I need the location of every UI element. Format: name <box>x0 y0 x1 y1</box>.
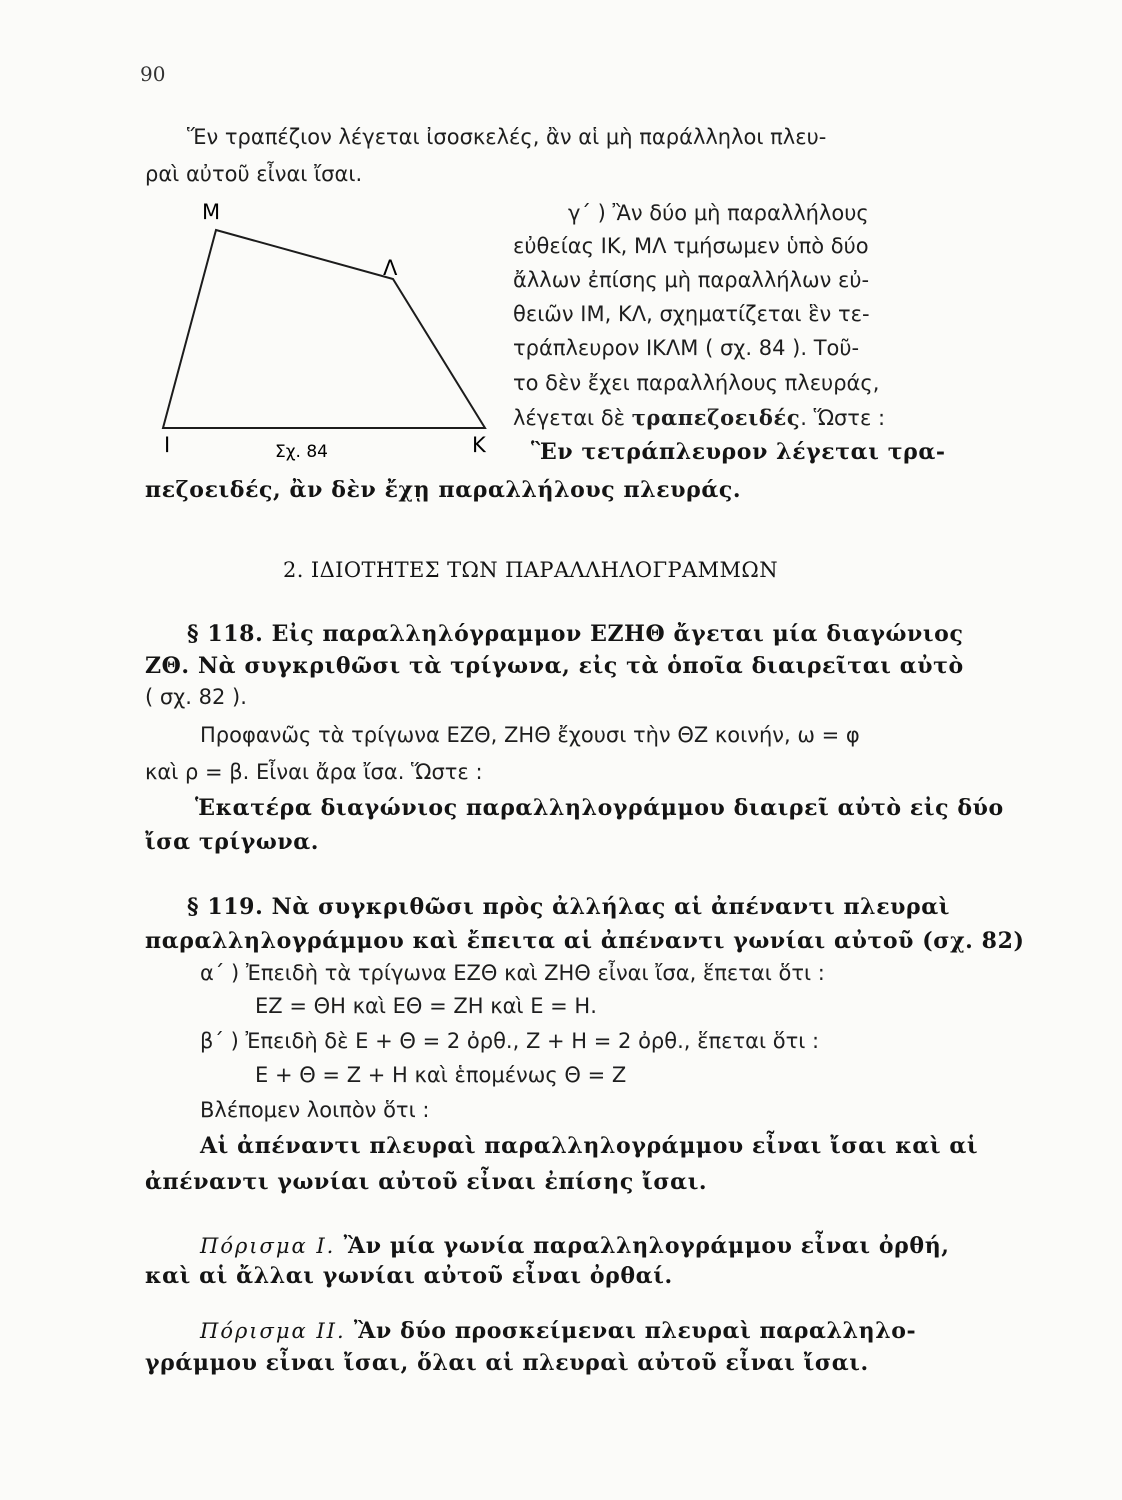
p119-line-3: α΄ ) Ἐπειδὴ τὰ τρίγωνα ΕΖΘ καὶ ΖΗΘ εἶναι ἴσα, ἕπεται ὅτι : <box>200 961 825 985</box>
p118-line-5: καὶ ρ = β. Εἶναι ἄρα ἴσα. Ὥστε : <box>145 760 483 784</box>
p118-line-3: ( σχ. 82 ). <box>145 685 247 709</box>
gamma-line-5: τράπλευρον ΙΚΛΜ ( σχ. 84 ). Τοῦ- <box>513 336 860 360</box>
definition-line-1: Ἓν τετράπλευρον λέγεται τρα- <box>531 439 946 465</box>
p119-line-7: Βλέπομεν λοιπὸν ὅτι : <box>200 1098 430 1122</box>
gamma-line-7-start: λέγεται δὲ <box>513 406 632 430</box>
p118-conclusion-line-1: Ἑκατέρα διαγώνιος παραλληλογράμμου διαιρεῖ αὐτὸ εἰς δύο <box>195 795 1004 821</box>
gamma-line-7 <box>513 407 885 429</box>
vertex-k-label: Κ <box>472 433 486 457</box>
term-trapezoid: τραπεζοειδές <box>631 405 801 430</box>
porisma-1-line-2: καὶ αἱ ἄλλαι γωνίαι αὐτοῦ εἶναι ὀρθαί. <box>145 1263 673 1289</box>
porisma-2-line-1 <box>200 1320 916 1342</box>
p118-line-2: ΖΘ. Νὰ συγκριθῶσι τὰ τρίγωνα, εἰς τὰ ὁποῖα διαιρεῖται αὐτὸ <box>145 653 964 679</box>
page-number: 90 <box>140 62 166 86</box>
porisma-1-text: Ἂν μία γωνία παραλληλογράμμου εἶναι ὀρθή, <box>335 1233 950 1259</box>
porisma-2-line-2: γράμμου εἶναι ἴσαι, ὅλαι αἱ πλευραὶ αὐτοῦ εἶναι ἴσαι. <box>145 1350 869 1376</box>
figure-84-quadrilateral <box>150 195 520 470</box>
figure-caption: Σχ. 84 <box>275 442 329 462</box>
intro-line-1: Ἕν τραπέζιον λέγεται ἰσοσκελές, ἂν αἱ μὴ παράλληλοι πλευ- <box>187 125 827 149</box>
vertex-i-label: Ι <box>164 433 171 457</box>
p119-line-2: παραλληλογράμμου καὶ ἔπειτα αἱ ἀπέναντι γωνίαι αὐτοῦ (σχ. 82) <box>145 928 1025 954</box>
intro-line-2: ραὶ αὐτοῦ εἶναι ἴσαι. <box>145 162 363 186</box>
gamma-line-4: θειῶν ΙΜ, ΚΛ, σχηματίζεται ἓν τε- <box>513 302 870 326</box>
p119-line-4: ΕΖ = ΘΗ καὶ ΕΘ = ΖΗ καὶ Ε = Η. <box>255 994 597 1018</box>
porisma-1-label: Πόρισμα Ι. <box>200 1234 336 1258</box>
p119-line-1: § 119. Νὰ συγκριθῶσι πρὸς ἀλλήλας αἱ ἀπέναντι πλευραὶ <box>187 894 951 920</box>
gamma-line-7-end: . Ὥστε : <box>800 406 886 430</box>
vertex-m-label: Μ <box>202 200 221 224</box>
gamma-line-3: ἄλλων ἐπίσης μὴ παραλλήλων εὐ- <box>513 268 870 292</box>
p119-line-5: β΄ ) Ἐπειδὴ δὲ Ε + Θ = 2 ὀρθ., Ζ + Η = 2 ὀρθ., ἕπεται ὅτι : <box>200 1029 820 1053</box>
gamma-line-1: γ΄ ) Ἂν δύο μὴ παραλλήλους <box>568 201 869 225</box>
p119-line-6: Ε + Θ = Ζ + Η καὶ ἑπομένως Θ = Ζ <box>255 1063 627 1087</box>
p118-conclusion-line-2: ἴσα τρίγωνα. <box>145 829 320 855</box>
p118-line-4: Προφανῶς τὰ τρίγωνα ΕΖΘ, ΖΗΘ ἔχουσι τὴν ΘΖ κοινήν, ω = φ <box>200 723 860 747</box>
gamma-line-6: το δὲν ἔχει παραλλήλους πλευράς, <box>513 371 880 395</box>
porisma-1-line-1 <box>200 1235 950 1257</box>
p119-conclusion-line-2: ἀπέναντι γωνίαι αὐτοῦ εἶναι ἐπίσης ἴσαι. <box>145 1169 708 1195</box>
vertex-l-label: Λ <box>383 256 398 280</box>
section-heading: 2. ΙΔΙΟΤΗΤΕΣ ΤΩΝ ΠΑΡΑΛΛΗΛΟΓΡΑΜΜΩΝ <box>283 558 778 582</box>
quadrilateral-iklm <box>163 230 485 428</box>
gamma-line-2: εὐθείας ΙΚ, ΜΛ τμήσωμεν ὑπὸ δύο <box>513 234 869 258</box>
porisma-2-text: Ἂν δύο προσκείμεναι πλευραὶ παραλληλο- <box>345 1318 917 1344</box>
p118-line-1: § 118. Εἰς παραλληλόγραμμον ΕΖΗΘ ἄγεται μία διαγώνιος <box>187 621 964 647</box>
p119-conclusion-line-1: Αἱ ἀπέναντι πλευραὶ παραλληλογράμμου εἶναι ἴσαι καὶ αἱ <box>200 1133 979 1159</box>
porisma-2-label: Πόρισμα ΙΙ. <box>200 1319 346 1343</box>
definition-line-2: πεζοειδές, ἂν δὲν ἔχῃ παραλλήλους πλευράς. <box>145 477 742 503</box>
